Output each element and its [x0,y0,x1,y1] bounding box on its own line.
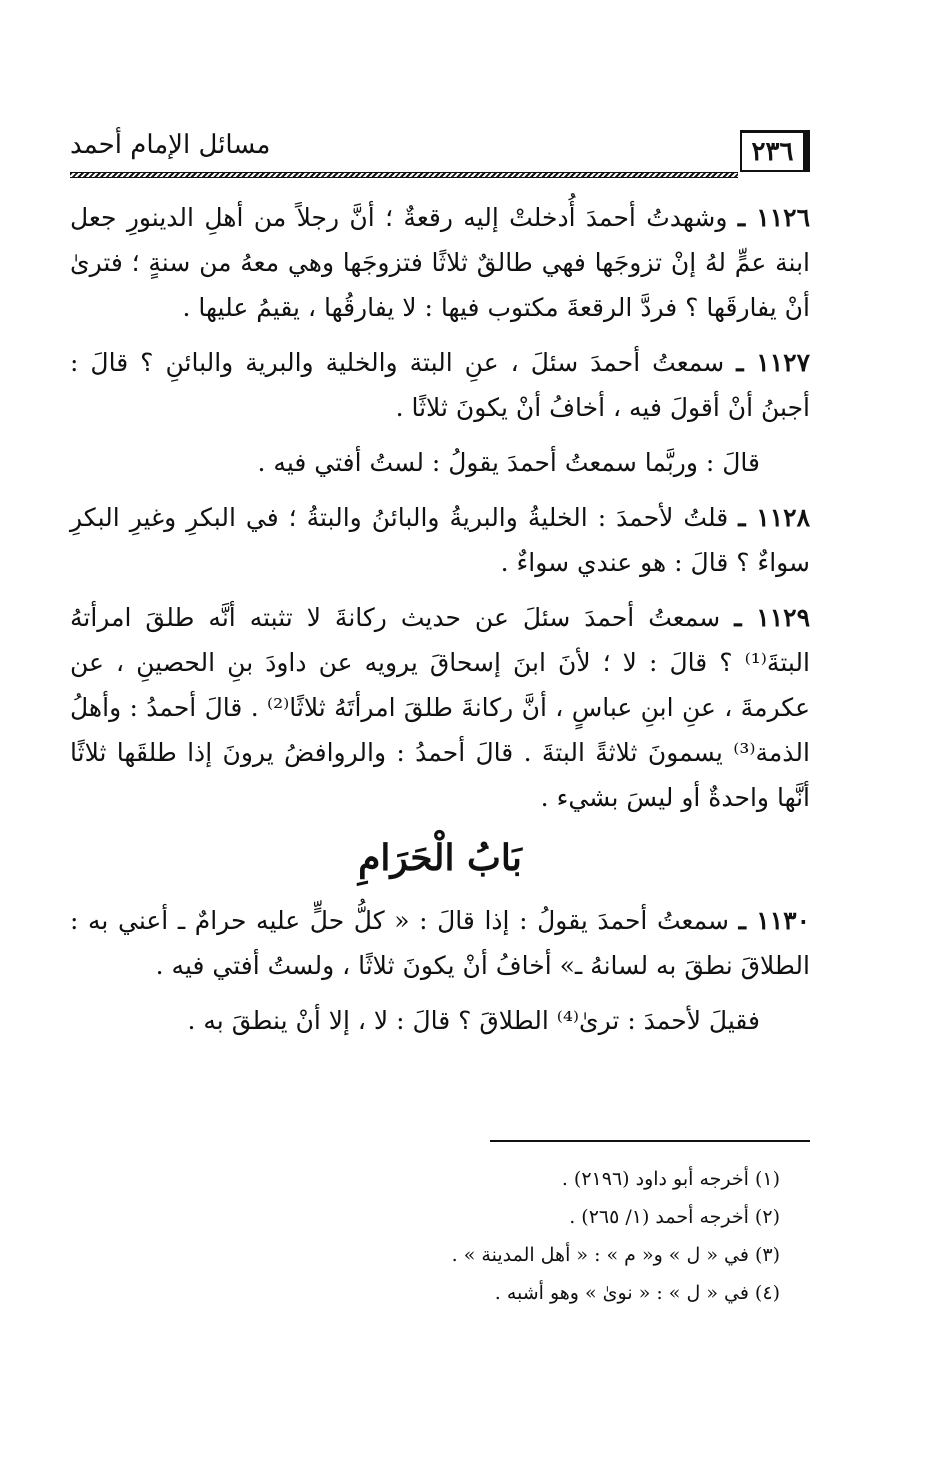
main-text [70,195,810,1053]
paragraph-text: سمعتُ أحمدَ سئلَ عن حديث ركانةَ لا تثبته أنَّه طلقَ امرأتهُ البتةَ⁽¹⁾ ؟ قالَ : لا ؛ لأنَ ابنَ إسحاقَ يرويه عن داودَ بنِ الحصينِ ، عن عكرمةَ ، عنِ ابنِ عباسٍ ، أنَّ ركانةَ طلقَ امرأتَهُ ثلاثًا⁽²⁾ . قالَ أحمدُ : وأهلُ الذمة⁽³⁾ يسمونَ ثلاثةً البتةَ . قالَ أحمدُ : والروافضُ يرونَ إذا طلقَها ثلاثًا أنَّها واحدةٌ أو ليسَ بشيء . [70,603,810,812]
issue-number: ١١٢٦ ـ [737,203,811,232]
running-title: مسائل الإمام أحمد [70,130,271,160]
paragraph-text: سمعتُ أحمدَ سئلَ ، عنِ البتة والخلية والبرية والبائنِ ؟ قالَ : أجبنُ أنْ أقولَ فيه ، أخافُ أنْ يكونَ ثلاثًا . [70,348,810,422]
issue-number: ١١٢٨ ـ [738,503,810,532]
paragraph-1127-continued [70,440,810,485]
paragraph-1128 [70,495,810,585]
footnote-separator [490,1140,810,1142]
paragraph-1130-continued [70,998,810,1043]
page-number: ٢٣٦ [740,130,810,172]
paragraph-text: فقيلَ لأحمدَ : ترىٰ⁽⁴⁾ الطلاقَ ؟ قالَ : لا ، إلا أنْ ينطقَ به . [187,1006,760,1035]
footnote-3: (٣) في « ل » و« م » : « أهل المدينة » . [451,1244,780,1266]
issue-number: ١١٢٧ ـ [736,348,811,377]
issue-number: ١١٢٩ ـ [734,603,811,632]
footnote-4: (٤) في « ل » : « نوىٰ » وهو أشبه . [494,1282,780,1304]
issue-number: ١١٣٠ ـ [738,906,810,935]
paragraph-1127 [70,340,810,430]
paragraph-1126 [70,195,810,330]
header-rule [70,172,738,178]
paragraph-1129 [70,595,810,820]
footnotes [380,1160,780,1312]
paragraph-text: قلتُ لأحمدَ : الخليةُ والبريةُ والبائنُ والبتةُ ؛ في البكرِ وغيرِ البكرِ سواءٌ ؟ قالَ : هو عندي سواءٌ . [70,503,810,577]
footnote-1: (١) أخرجه أبو داود (٢١٩٦) . [561,1168,780,1190]
paragraph-1130 [70,898,810,988]
chapter-heading: بَابُ الْحَرَامِ [358,837,522,879]
paragraph-text: وشهدتُ أحمدَ أُدخلتْ إليه رقعةٌ ؛ أنَّ رجلاً من أهلِ الدينورِ جعل ابنة عمٍّ لهُ إنْ تزوجَها فهي طالقٌ ثلاثًا فتزوجَها وهي معهُ من سنةٍ ؛ فترىٰ أنْ يفارقَها ؟ فردَّ الرقعةَ مكتوب فيها : لا يفارقُها ، يقيمُ عليها . [70,203,810,322]
paragraph-text: قالَ : وربَّما سمعتُ أحمدَ يقولُ : لستُ أفتي فيه . [257,448,760,477]
page-header [70,100,810,180]
footnote-2: (٢) أخرجه أحمد (١/ ٢٦٥) . [569,1206,780,1228]
paragraph-text: سمعتُ أحمدَ يقولُ : إذا قالَ : « كلُّ حلٍّ عليه حرامٌ ـ أعني به : الطلاقَ نطقَ به لسانهُ ـ» أخافُ أنْ يكونَ ثلاثًا ، ولستُ أفتي فيه . [70,906,810,980]
